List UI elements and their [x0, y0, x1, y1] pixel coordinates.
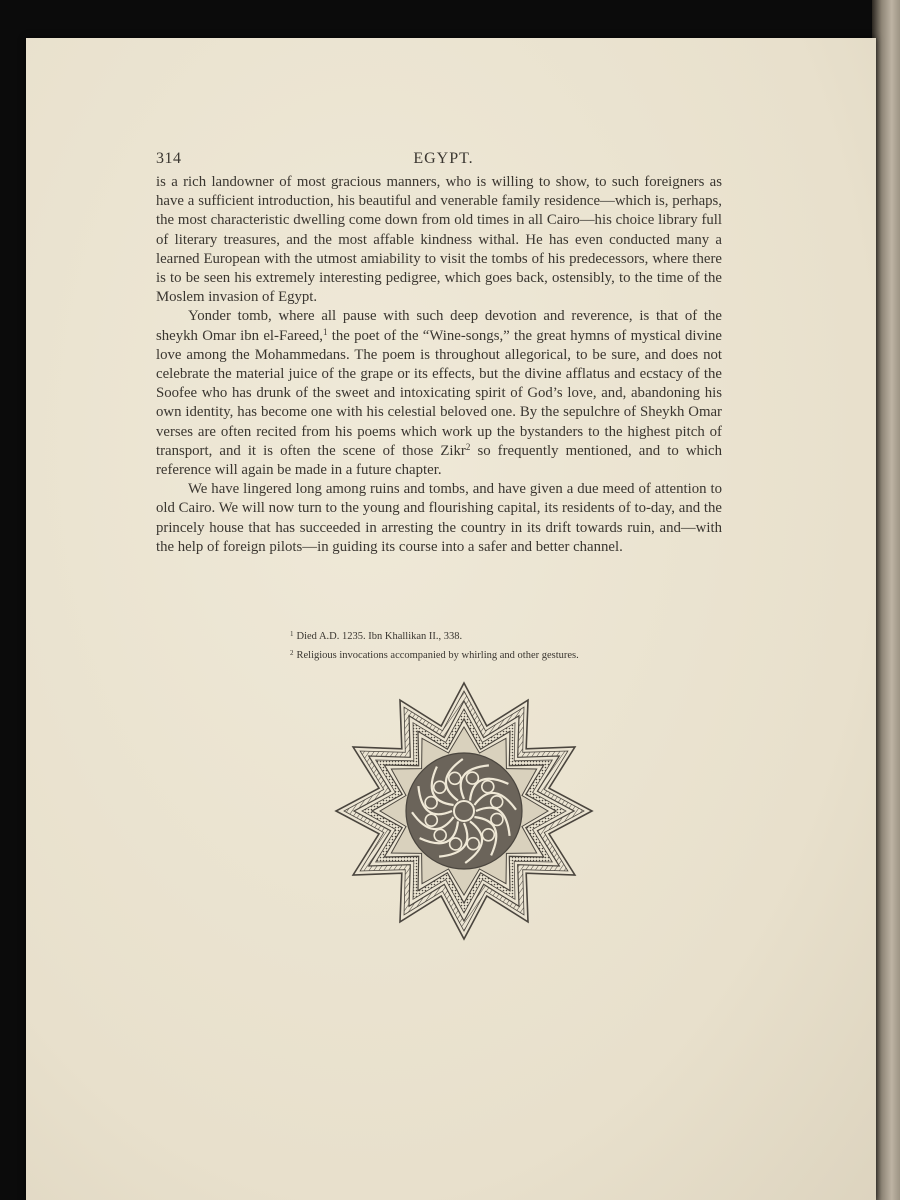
page-number: 314	[156, 150, 182, 167]
footnote	[290, 645, 710, 664]
adjacent-page-edge	[872, 0, 900, 1200]
footnote-ref: 2	[465, 441, 471, 452]
footnote	[290, 626, 710, 645]
paragraph-text: so frequently mentioned, and to which reference will again be made in a future chapter.	[156, 442, 722, 479]
paragraph: is a rich landowner of most gracious manners, who is willing to show, to such foreigners as have a sufficient introduction, his beautiful and venerable family residence—which is, perhaps, the most characteristic dwelling come down from old times in all Cairo—his choice library full of literary treasures, and the most affable kindness withal. He has even conducted many a learned European with the utmost amiability to visit the tombs of his predecessors, where there is to be seen his extremely interesting pedigree, which goes back, ostensibly, to the time of the Moslem invasion of Egypt.	[156, 174, 722, 306]
paragraph-text: Yonder tomb, where all pause with such deep devotion and reverence, is that of the sheykh Omar ibn el-Fareed,	[156, 308, 722, 344]
paragraph-text: the poet of the “Wine-songs,” the great hymns of mystical divine love among the Mohammedans. The poem is throughout allegorical, to be sure, and does not celebrate the material juice of the grape or its effects, but the divine afflatus and ecstacy of the Soofee who has drunk of the sweet and intoxicating spirit of God’s love, and, abandoning his own identity, has become one with his celestial beloved one. By the sepulchre of Sheykh Omar verses are often recited from his poems which work up the bystanders to the highest pitch of transport, and it is often the scene of those Zikr	[156, 327, 722, 459]
arabesque-medallion	[406, 753, 522, 869]
footnote-text: Religious invocations accompanied by whirling and other gestures.	[296, 650, 579, 661]
footnote-text: Died A.D. 1235. Ibn Khallikan II., 338.	[296, 631, 463, 642]
page-header	[156, 150, 731, 172]
footnote-ref: 1	[322, 326, 328, 337]
footnote-mark: 2	[290, 649, 294, 657]
running-head: EGYPT.	[413, 150, 474, 167]
footnotes	[290, 626, 710, 664]
paragraph	[156, 307, 722, 480]
paragraph: We have lingered long among ruins and tombs, and have given a due meed of attention to old Cairo. We will now turn to the young and flourishing capital, its residents of to-day, and the princely house that has succeeded in arresting the country in its drift towards ruin, and—with the help of foreign pilots—in guiding its course into a safer and better channel.	[156, 481, 722, 555]
star-ornament-illustration	[334, 676, 594, 946]
footnote-mark: 1	[290, 630, 294, 638]
body-text	[156, 173, 722, 557]
